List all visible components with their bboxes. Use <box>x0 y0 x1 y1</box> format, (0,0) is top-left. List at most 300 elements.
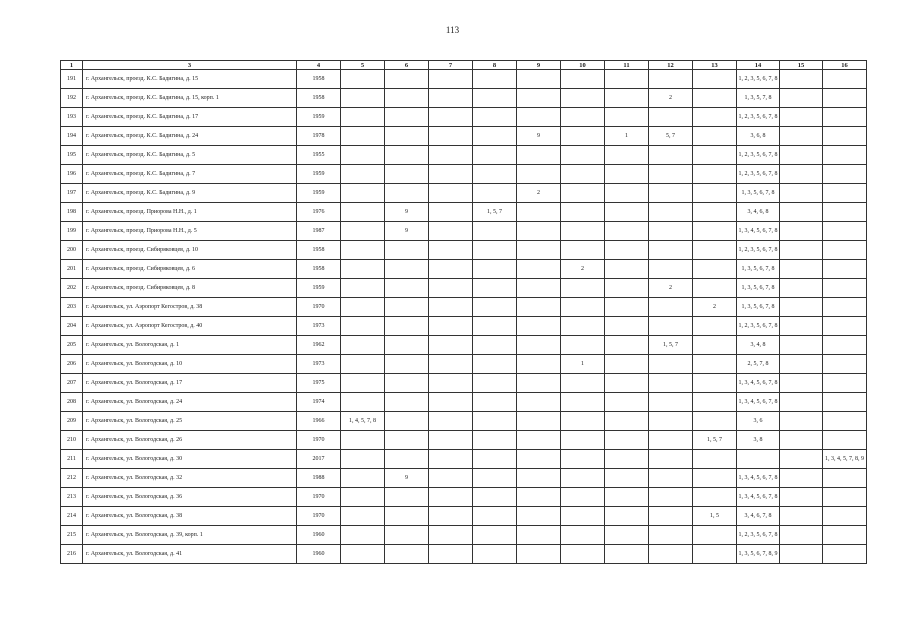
address-cell: г. Архангельск, проезд. К.С. Бадигина, д. 15 <box>83 70 297 89</box>
table-cell <box>823 127 867 146</box>
table-cell <box>693 317 737 336</box>
table-cell <box>649 450 693 469</box>
table-cell <box>693 393 737 412</box>
table-row <box>61 165 867 184</box>
table-cell <box>517 279 561 298</box>
table-row <box>61 184 867 203</box>
table-cell <box>561 317 605 336</box>
table-cell <box>823 412 867 431</box>
table-cell <box>341 89 385 108</box>
table-cell <box>385 165 429 184</box>
table-cell <box>385 70 429 89</box>
table-cell <box>780 526 823 545</box>
table-cell <box>473 279 517 298</box>
table-row <box>61 393 867 412</box>
table-cell <box>473 146 517 165</box>
table-cell <box>693 89 737 108</box>
year-cell: 1970 <box>297 298 341 317</box>
row-number-cell: 206 <box>61 355 83 374</box>
table-row <box>61 355 867 374</box>
address-cell: г. Архангельск, ул. Аэропорт Кегостров, д. 38 <box>83 298 297 317</box>
table-cell <box>429 279 473 298</box>
table-row <box>61 507 867 526</box>
row-number-cell: 210 <box>61 431 83 450</box>
table-cell <box>823 545 867 564</box>
table-row <box>61 146 867 165</box>
table-cell <box>649 222 693 241</box>
row-number-cell: 195 <box>61 146 83 165</box>
row-number-cell: 202 <box>61 279 83 298</box>
table-cell <box>473 431 517 450</box>
table-cell <box>517 70 561 89</box>
table-cell <box>429 241 473 260</box>
table-cell <box>780 127 823 146</box>
year-cell: 1973 <box>297 317 341 336</box>
year-cell: 1958 <box>297 70 341 89</box>
table-cell <box>429 355 473 374</box>
table-row <box>61 412 867 431</box>
year-cell: 1988 <box>297 469 341 488</box>
table-cell <box>649 393 693 412</box>
row-number-cell: 215 <box>61 526 83 545</box>
address-cell: г. Архангельск, ул. Вологодская, д. 41 <box>83 545 297 564</box>
table-cell: 9 <box>385 203 429 222</box>
table-cell <box>517 412 561 431</box>
year-cell: 1959 <box>297 279 341 298</box>
row-number-cell: 212 <box>61 469 83 488</box>
table-cell <box>473 70 517 89</box>
page-number: 113 <box>445 25 460 35</box>
column-header: 13 <box>693 61 737 70</box>
table-cell <box>385 279 429 298</box>
table-cell <box>385 108 429 127</box>
row-number-cell: 211 <box>61 450 83 469</box>
table-cell <box>605 374 649 393</box>
table-cell <box>823 393 867 412</box>
address-cell: г. Архангельск, ул. Вологодская, д. 36 <box>83 488 297 507</box>
year-cell: 2017 <box>297 450 341 469</box>
table-cell <box>517 526 561 545</box>
table-cell <box>649 317 693 336</box>
table-cell: 1, 3, 4, 5, 6, 7, 8 <box>737 393 780 412</box>
table-cell <box>429 70 473 89</box>
table-cell <box>473 298 517 317</box>
table-cell: 1, 2, 3, 5, 6, 7, 8 <box>737 108 780 127</box>
table-cell <box>517 545 561 564</box>
table-cell <box>561 412 605 431</box>
table-cell: 2 <box>693 298 737 317</box>
table-cell <box>605 412 649 431</box>
table-cell <box>517 241 561 260</box>
table-cell: 1, 3, 5, 7, 8 <box>737 89 780 108</box>
table-cell <box>385 374 429 393</box>
table-cell: 3, 8 <box>737 431 780 450</box>
table-cell: 1, 5 <box>693 507 737 526</box>
table-cell: 1, 3, 5, 6, 7, 8 <box>737 184 780 203</box>
table-cell <box>385 431 429 450</box>
table-cell <box>517 298 561 317</box>
table-cell <box>605 393 649 412</box>
year-cell: 1959 <box>297 184 341 203</box>
table-cell <box>473 165 517 184</box>
year-cell: 1970 <box>297 431 341 450</box>
year-cell: 1966 <box>297 412 341 431</box>
table-cell <box>341 355 385 374</box>
year-cell: 1978 <box>297 127 341 146</box>
row-number-cell: 198 <box>61 203 83 222</box>
table-cell <box>341 450 385 469</box>
table-cell <box>693 108 737 127</box>
address-cell: г. Архангельск, проезд. К.С. Бадигина, д. 5 <box>83 146 297 165</box>
table-cell <box>473 222 517 241</box>
table-cell <box>561 146 605 165</box>
table-cell <box>780 298 823 317</box>
table-cell <box>737 450 780 469</box>
table-cell <box>693 241 737 260</box>
table-cell <box>429 222 473 241</box>
table-cell <box>429 127 473 146</box>
table-cell: 1, 2, 3, 5, 6, 7, 8 <box>737 526 780 545</box>
table-cell <box>823 108 867 127</box>
table-cell <box>429 545 473 564</box>
table-cell: 1 <box>605 127 649 146</box>
table-row <box>61 108 867 127</box>
address-cell: г. Архангельск, проезд. Сибиряковцев, д. 10 <box>83 241 297 260</box>
row-number-cell: 194 <box>61 127 83 146</box>
address-cell: г. Архангельск, ул. Вологодская, д. 24 <box>83 393 297 412</box>
address-cell: г. Архангельск, проезд. К.С. Бадигина, д. 9 <box>83 184 297 203</box>
table-cell: 9 <box>517 127 561 146</box>
table-cell <box>385 393 429 412</box>
table-cell <box>693 526 737 545</box>
table-cell <box>473 241 517 260</box>
table-cell <box>517 336 561 355</box>
table-cell <box>649 545 693 564</box>
table-cell <box>341 317 385 336</box>
table-cell <box>605 89 649 108</box>
table-cell <box>780 450 823 469</box>
address-cell: г. Архангельск, ул. Вологодская, д. 17 <box>83 374 297 393</box>
address-cell: г. Архангельск, ул. Вологодская, д. 32 <box>83 469 297 488</box>
row-number-cell: 191 <box>61 70 83 89</box>
table-cell <box>385 298 429 317</box>
table-cell <box>561 488 605 507</box>
table-cell <box>429 146 473 165</box>
table-cell: 2, 5, 7, 8 <box>737 355 780 374</box>
table-cell <box>385 507 429 526</box>
row-number-cell: 214 <box>61 507 83 526</box>
table-row <box>61 260 867 279</box>
row-number-cell: 216 <box>61 545 83 564</box>
table-cell: 1, 5, 7 <box>649 336 693 355</box>
table-cell <box>561 89 605 108</box>
table-cell: 1 <box>561 355 605 374</box>
address-cell: г. Архангельск, проезд. Сибиряковцев, д. 6 <box>83 260 297 279</box>
table-cell <box>561 526 605 545</box>
table-cell <box>649 146 693 165</box>
table-cell <box>429 108 473 127</box>
table-cell <box>693 222 737 241</box>
table-cell <box>780 412 823 431</box>
table-cell: 1, 3, 4, 5, 6, 7, 8 <box>737 374 780 393</box>
address-cell: г. Архангельск, ул. Вологодская, д. 26 <box>83 431 297 450</box>
table-cell <box>385 336 429 355</box>
year-cell: 1975 <box>297 374 341 393</box>
table-cell <box>341 165 385 184</box>
table-cell <box>341 545 385 564</box>
table-row <box>61 279 867 298</box>
table-cell <box>605 70 649 89</box>
table-cell <box>341 526 385 545</box>
table-cell <box>780 374 823 393</box>
table-cell <box>823 70 867 89</box>
table-cell <box>780 222 823 241</box>
row-number-cell: 209 <box>61 412 83 431</box>
year-cell: 1959 <box>297 165 341 184</box>
table-cell <box>385 412 429 431</box>
table-cell <box>605 507 649 526</box>
table-cell <box>429 469 473 488</box>
table-cell <box>823 298 867 317</box>
table-cell <box>823 336 867 355</box>
table-cell <box>341 70 385 89</box>
table-cell <box>649 108 693 127</box>
table-cell <box>517 374 561 393</box>
table-cell <box>385 545 429 564</box>
table-cell <box>649 507 693 526</box>
table-cell <box>473 488 517 507</box>
table-cell <box>385 526 429 545</box>
table-cell <box>517 146 561 165</box>
table-cell <box>385 355 429 374</box>
buildings-table <box>60 60 867 564</box>
year-cell: 1976 <box>297 203 341 222</box>
table-cell <box>693 374 737 393</box>
table-row <box>61 545 867 564</box>
table-cell <box>561 336 605 355</box>
column-header: 6 <box>385 61 429 70</box>
table-cell <box>429 89 473 108</box>
row-number-cell: 205 <box>61 336 83 355</box>
table-cell <box>649 412 693 431</box>
table-cell <box>823 374 867 393</box>
table-cell <box>517 260 561 279</box>
table-cell <box>473 355 517 374</box>
table-cell: 3, 6 <box>737 412 780 431</box>
table-cell: 3, 4, 6, 7, 8 <box>737 507 780 526</box>
table-cell <box>517 108 561 127</box>
table-cell <box>780 89 823 108</box>
table-cell <box>517 89 561 108</box>
table-cell: 9 <box>385 222 429 241</box>
table-cell <box>341 260 385 279</box>
table-row <box>61 526 867 545</box>
table-cell <box>780 355 823 374</box>
table-cell <box>517 450 561 469</box>
table-cell <box>473 260 517 279</box>
table-cell <box>649 203 693 222</box>
table-cell <box>823 184 867 203</box>
year-cell: 1958 <box>297 89 341 108</box>
table-cell <box>561 298 605 317</box>
address-cell: г. Архангельск, проезд. К.С. Бадигина, д. 15, корп. 1 <box>83 89 297 108</box>
column-header: 8 <box>473 61 517 70</box>
table-cell <box>429 336 473 355</box>
table-cell <box>649 241 693 260</box>
table-cell <box>517 431 561 450</box>
table-cell <box>429 260 473 279</box>
table-cell <box>693 488 737 507</box>
table-cell <box>605 279 649 298</box>
table-row <box>61 298 867 317</box>
table-cell <box>385 127 429 146</box>
table-cell <box>561 70 605 89</box>
table-cell <box>649 298 693 317</box>
table-cell: 2 <box>649 89 693 108</box>
table-cell <box>605 241 649 260</box>
table-cell <box>473 374 517 393</box>
table-cell <box>823 355 867 374</box>
table-cell <box>780 108 823 127</box>
table-cell <box>693 127 737 146</box>
table-cell: 3, 6, 8 <box>737 127 780 146</box>
table-cell <box>473 526 517 545</box>
row-number-cell: 213 <box>61 488 83 507</box>
table-cell <box>780 146 823 165</box>
table-cell <box>429 488 473 507</box>
address-cell: г. Архангельск, проезд. К.С. Бадигина, д. 24 <box>83 127 297 146</box>
table-cell <box>429 431 473 450</box>
address-cell: г. Архангельск, проезд. Приорова Н.Н., д. 5 <box>83 222 297 241</box>
table-cell <box>473 108 517 127</box>
row-number-cell: 201 <box>61 260 83 279</box>
table-cell <box>649 184 693 203</box>
table-cell <box>385 450 429 469</box>
table-cell: 1, 2, 3, 5, 6, 7, 8 <box>737 165 780 184</box>
table-cell <box>780 488 823 507</box>
table-cell <box>473 127 517 146</box>
table-cell: 1, 3, 4, 5, 6, 7, 8 <box>737 469 780 488</box>
table-cell <box>823 260 867 279</box>
year-cell: 1960 <box>297 545 341 564</box>
table-cell <box>561 184 605 203</box>
table-cell <box>605 355 649 374</box>
table-cell <box>473 184 517 203</box>
table-cell <box>561 374 605 393</box>
table-cell: 1, 5, 7 <box>693 431 737 450</box>
table-cell <box>385 184 429 203</box>
row-number-cell: 193 <box>61 108 83 127</box>
table-cell <box>473 89 517 108</box>
table-cell <box>473 450 517 469</box>
table-cell: 1, 3, 4, 5, 6, 7, 8 <box>737 488 780 507</box>
table-cell <box>429 412 473 431</box>
table-cell <box>473 393 517 412</box>
table-cell <box>341 336 385 355</box>
row-number-cell: 199 <box>61 222 83 241</box>
table-row <box>61 241 867 260</box>
table-cell <box>693 355 737 374</box>
table-cell <box>605 298 649 317</box>
table-row <box>61 127 867 146</box>
table-cell <box>605 203 649 222</box>
table-cell <box>429 298 473 317</box>
table-cell <box>341 127 385 146</box>
table-cell <box>693 279 737 298</box>
table-cell <box>693 70 737 89</box>
table-cell <box>693 165 737 184</box>
table-cell <box>605 545 649 564</box>
table-cell: 2 <box>561 260 605 279</box>
table-cell <box>823 488 867 507</box>
table-cell <box>385 241 429 260</box>
year-cell: 1958 <box>297 241 341 260</box>
table-row <box>61 317 867 336</box>
table-cell: 2 <box>649 279 693 298</box>
address-cell: г. Архангельск, проезд. Приорова Н.Н., д. 1 <box>83 203 297 222</box>
column-header: 5 <box>341 61 385 70</box>
table-cell <box>561 469 605 488</box>
column-header: 4 <box>297 61 341 70</box>
table-cell <box>605 526 649 545</box>
table-cell <box>649 260 693 279</box>
table-cell <box>385 89 429 108</box>
table-cell <box>517 469 561 488</box>
table-cell <box>385 488 429 507</box>
table-cell <box>385 317 429 336</box>
table-cell <box>823 507 867 526</box>
table-cell <box>561 222 605 241</box>
table-row <box>61 203 867 222</box>
column-header: 14 <box>737 61 780 70</box>
table-cell <box>780 184 823 203</box>
table-row <box>61 450 867 469</box>
table-cell <box>473 507 517 526</box>
table-cell <box>517 393 561 412</box>
table-cell <box>693 412 737 431</box>
table-cell <box>693 469 737 488</box>
table-cell <box>561 165 605 184</box>
table-cell <box>561 431 605 450</box>
year-cell: 1958 <box>297 260 341 279</box>
year-cell: 1987 <box>297 222 341 241</box>
table-cell <box>823 431 867 450</box>
table-cell: 1, 2, 3, 5, 6, 7, 8 <box>737 70 780 89</box>
table-row <box>61 222 867 241</box>
table-row <box>61 488 867 507</box>
table-cell <box>823 89 867 108</box>
address-cell: г. Архангельск, ул. Аэропорт Кегостров, д. 40 <box>83 317 297 336</box>
table-cell <box>605 222 649 241</box>
table-cell: 1, 2, 3, 5, 6, 7, 8 <box>737 241 780 260</box>
table-cell <box>823 469 867 488</box>
table-cell <box>561 203 605 222</box>
table-cell: 1, 3, 5, 6, 7, 8 <box>737 279 780 298</box>
column-header: 9 <box>517 61 561 70</box>
year-cell: 1973 <box>297 355 341 374</box>
column-header: 16 <box>823 61 867 70</box>
table-cell <box>429 507 473 526</box>
table-cell <box>341 431 385 450</box>
table-cell <box>429 203 473 222</box>
table-row <box>61 469 867 488</box>
table-cell: 3, 4, 6, 8 <box>737 203 780 222</box>
table-cell <box>605 260 649 279</box>
column-header: 1 <box>61 61 83 70</box>
table-cell <box>341 488 385 507</box>
table-cell <box>429 374 473 393</box>
table-cell: 1, 3, 4, 5, 7, 8, 9 <box>823 450 867 469</box>
